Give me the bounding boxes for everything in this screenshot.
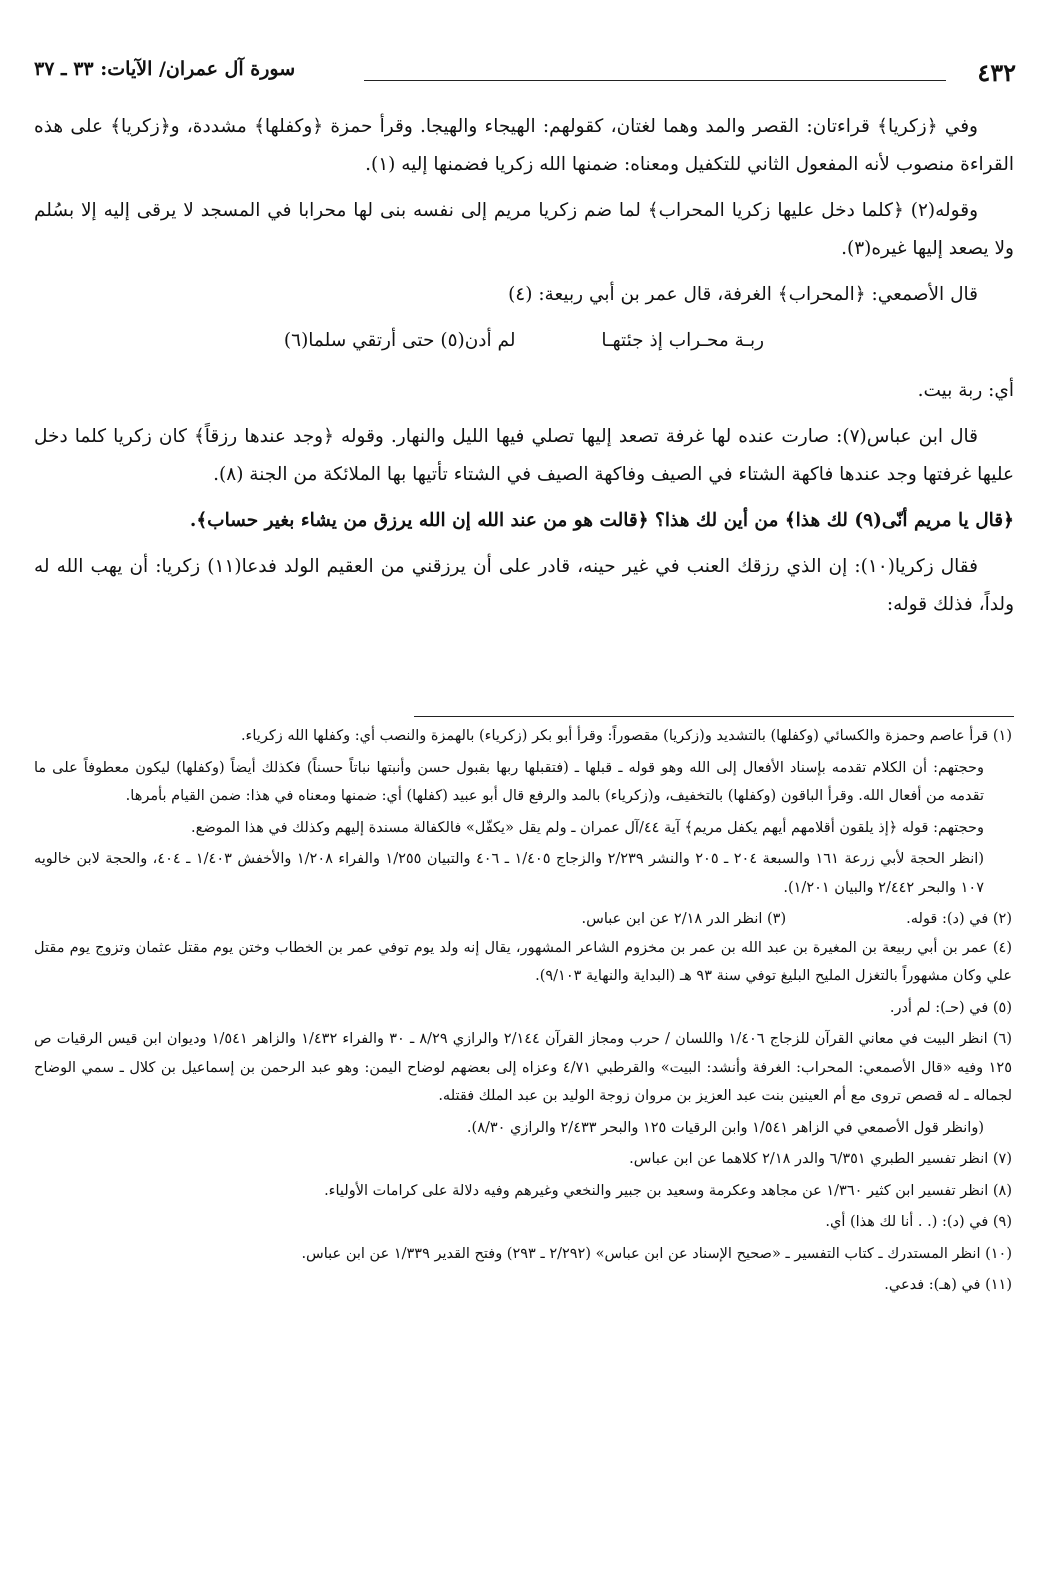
paragraph-5: قال ابن عباس(٧): صارت عنده لها غرفة تصعد إليها تصلي فيها الليل والنهار. وقوله ﴿وجد عندها رزقاً﴾ كان زكريا كلما دخل عليها غرفتها وجد عندها فاكهة الشتاء في الصيف وفاكهة الصيف في الشتاء تأتيها بها الملائكة من الجنة (٨).: [34, 426, 1014, 485]
paragraph-7: فقال زكريا(١٠): إن الذي رزقك العنب في غير حينه، قادر على أن يرزقني من العقيم الولد فدعا(١١) زكريا: أن يهب الله له ولداً، فذلك قوله:: [34, 556, 1014, 615]
footnote-1-refs: (انظر الحجة لأبي زرعة ١٦١ والسبعة ٢٠٤ ـ ٢٠٥ والنشر ٢/٢٣٩ والزجاج ١/٤٠٥ ـ ٤٠٦ والتبيان ١/٢٥٥ والفراء ١/٢٠٨ والأخفش ١/٤٠٣ ـ ٤٠٤، والحجة لابن خالويه ١٠٧ والبحر ٢/٤٤٢ والبيان ١/٢٠١).: [34, 851, 984, 896]
footnote-1-cont-b: وحجتهم: قوله ﴿إذ يلقون أقلامهم أيهم يكفل مريم﴾ آية ٤٤/آل عمران ـ ولم يقل «يكفّل» فالكفالة مسندة إليهم وكذلك في هذا الموضع.: [191, 819, 984, 836]
footnote-9: (٩) في (د): (. . أنا لك هذا) أي.: [825, 1214, 1012, 1230]
verse-second-hemistich: لم أدن(٥) حتى أرتقي سلما(٦): [283, 330, 516, 351]
verse-first-hemistich: ربـة محـراب إذ جئتهـا: [601, 330, 765, 351]
footnotes: [34, 722, 1012, 1303]
page-header: [34, 58, 1016, 94]
header-divider: [364, 80, 946, 81]
paragraph-1: وفي ﴿زكريا﴾ قراءتان: القصر والمد وهما لغتان، كقولهم: الهيجاء والهيجا. وقرأ حمزة ﴿وكفلها﴾ مشددة، و﴿زكريا﴾ على هذه القراءة منصوب لأنه المفعول الثاني للتكفيل ومعناه: ضمنها الله زكريا فضمنها إليه (١).: [34, 116, 1014, 175]
paragraph-3: قال الأصمعي: ﴿المحراب﴾ الغرفة، قال عمر بن أبي ربيعة: (٤): [508, 284, 978, 305]
footnote-6-cont: (وانظر قول الأصمعي في الزاهر ١/٥٤١ وابن الرقيات ١٢٥ والبحر ٢/٤٣٣ والرازي ٨/٣٠).: [466, 1119, 984, 1136]
running-title: سورة آل عمران/ الآيات: ٣٣ ـ ٣٧: [34, 58, 296, 80]
footnote-4: (٤) عمر بن أبي ربيعة بن المغيرة بن عبد الله بن عمر بن مخزوم الشاعر المشهور، يقال إنه ولد يوم توفي عمر بن الخطاب وختن يوم مقتل عثمان وتزوج يوم مقتل علي وكان مشهوراً بالتغزل المليح البليغ توفي سنة ٩٣ هـ (البداية والنهاية ٩/١٠٣).: [34, 939, 1012, 984]
footnote-6: (٦) انظر البيت في معاني القرآن للزجاج ١/٤٠٦ واللسان / حرب ومجاز القرآن ٢/١٤٤ والرازي ٨/٢٩ ـ ٣٠ والفراء ١/٤٣٢ والزاهر ١/٥٤١ وديوان ابن قيس الرقيات ص ١٢٥ وفيه «قال الأصمعي: المحراب: الغرفة وأنشد: البيت» والقرطبي ٤/٧١ وعزاه إلى بعضهم لوضاح اليمن: وهو عبد الرحمن بن إسماعيل بن كلال ـ سمي الوضاح لجماله ـ له قصص تروى مع أم العينين بنت عبد العزيز بن مروان زوجة الوليد بن عبد الملك فقتله.: [34, 1031, 1012, 1104]
footnote-8: (٨) انظر تفسير ابن كثير ١/٣٦٠ عن مجاهد وعكرمة وسعيد بن جبير والنخعي وغيرهم وفيه دلالة على كرامات الأولياء.: [324, 1182, 1012, 1199]
paragraph-2: وقوله(٢) ﴿كلما دخل عليها زكريا المحراب﴾ لما ضم زكريا مريم إلى نفسه بنى لها محرابا في المسجد لا يرقى إليه إلا بسُلم ولا يصعد إليها غيره(٣).: [34, 200, 1014, 259]
quran-verse: ﴿قال يا مريم أنّى(٩) لك هذا﴾ من أين لك هذا؟ ﴿قالت هو من عند الله إن الله يرزق من يشاء بغير حساب﴾.: [189, 510, 1014, 531]
footnote-1: (١) قرأ عاصم وحمزة والكسائي (وكفلها) بالتشديد و(زكريا) مقصوراً: وقرأ أبو بكر (زكرياء) بالهمزة والنصب أي: وكفلها الله زكرياء.: [240, 728, 1012, 744]
footnote-7: (٧) انظر تفسير الطبري ٦/٣٥١ والدر ٢/١٨ كلاهما عن ابن عباس.: [629, 1151, 1012, 1167]
footnote-divider: [414, 716, 1014, 717]
footnote-5: (٥) في (حـ): لم أدر.: [889, 999, 1012, 1016]
main-text: [34, 108, 1014, 632]
footnote-2: (٢) في (د): قوله.: [906, 911, 1012, 927]
footnote-3: (٣) انظر الدر ٢/١٨ عن ابن عباس.: [581, 911, 787, 927]
paragraph-4: أي: ربة بيت.: [917, 380, 1014, 401]
page-number: ٤٣٢: [977, 58, 1016, 87]
footnote-11: (١١) في (هـ): فدعي.: [884, 1277, 1012, 1293]
footnote-1-cont-a: وحجتهم: أن الكلام تقدمه بإسناد الأفعال إلى الله وهو قوله ـ قبلها ـ (فتقبلها ربها بقبول حسن وأنبتها نباتاً حسناً) فكذلك أيضاً (وكفلها) ليكون معطوفاً على ما تقدمه من أفعال الله. وقرأ الباقون (وكفلها) بالتخفيف، و(زكرياء) بالمد والرفع قال أبو عبيد (كفلها) أي: ضمنها ومعناه في هذا: ضمن القيام بأمرها.: [34, 759, 984, 804]
footnote-row-2-3: [34, 905, 1012, 934]
footnote-10: (١٠) انظر المستدرك ـ كتاب التفسير ـ «صحيح الإسناد عن ابن عباس» (٢/٢٩٢ ـ ٢٩٣) وفتح القدير ١/٣٣٩ عن ابن عباس.: [301, 1245, 1012, 1262]
poetry-verse: [34, 322, 1014, 360]
